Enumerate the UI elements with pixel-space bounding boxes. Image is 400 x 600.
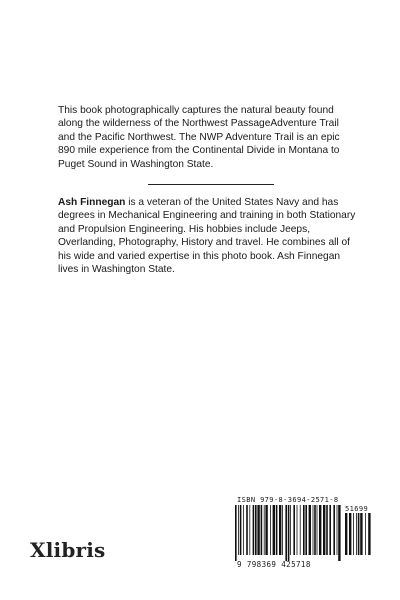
barcode-bar <box>253 505 255 555</box>
barcode-bar <box>319 505 321 555</box>
barcode-bar <box>238 505 239 555</box>
barcode-bar <box>309 505 311 555</box>
divider-line <box>148 184 274 185</box>
isbn-barcode-block <box>233 496 373 574</box>
barcode-bar <box>358 513 360 555</box>
barcode-bar <box>333 505 335 555</box>
barcode-bar <box>360 513 362 555</box>
barcode-bar <box>293 505 295 555</box>
barcode-bar <box>317 505 318 555</box>
barcode-bar <box>353 513 354 555</box>
barcode-bar <box>365 513 366 555</box>
barcode-bar <box>288 505 290 561</box>
barcode-bar <box>338 505 340 561</box>
barcode-bar <box>300 505 301 555</box>
publisher-logo: Xlibris <box>30 538 106 562</box>
barcode-bar <box>257 505 259 555</box>
barcode-bar <box>368 513 370 555</box>
barcode-bar <box>235 505 237 561</box>
barcode-bar <box>323 505 325 555</box>
barcode-bar <box>290 505 291 555</box>
barcode-bar <box>326 505 328 555</box>
barcode-bar <box>356 513 357 555</box>
barcode-bar <box>255 505 257 555</box>
barcode-bar <box>264 505 265 555</box>
barcode-bar <box>314 505 316 555</box>
isbn-label: ISBN 979-8-3694-2571-8 <box>237 496 339 504</box>
price-code: 51699 <box>345 505 369 513</box>
barcode <box>233 505 341 561</box>
barcode-bar <box>243 505 244 555</box>
barcode-bar <box>282 505 283 555</box>
barcode-bar <box>279 505 281 555</box>
author-name: Ash Finnegan <box>58 197 126 208</box>
barcode-bar <box>297 505 298 555</box>
barcode-bar <box>270 505 271 555</box>
barcode-bar <box>313 505 314 555</box>
barcode-bar <box>265 505 267 555</box>
barcode-bar <box>273 505 275 555</box>
barcode-digits: 9 798369 425718 <box>237 560 311 569</box>
barcode-bar <box>285 505 287 561</box>
barcode-bar <box>261 505 263 555</box>
barcode-bar <box>345 513 347 555</box>
barcode-bar <box>240 505 242 555</box>
barcode-bar <box>303 505 305 555</box>
barcode-bar <box>276 505 278 555</box>
barcode-bar <box>329 505 331 555</box>
barcode-bar <box>249 505 250 555</box>
addon-barcode <box>343 513 373 563</box>
book-description: This book photographically captures the natural beauty found along the wilderness of the Northwest PassageAdventure Trail and the Pacific Northwest. The NWP Adventure Trail is an epic 890 mile experience from the Continental Divide in Montana to Puget Sound in Washington State. <box>58 105 340 170</box>
author-bio <box>58 196 358 276</box>
barcode-bar <box>337 505 338 555</box>
barcode-bar <box>305 505 307 555</box>
barcode-bar <box>246 505 248 555</box>
barcode-bar <box>349 513 351 555</box>
author-bio-text: is a veteran of the United States Navy and has degrees in Mechanical Engineering and training in both Stationary and Propulsion Engineering. His hobbies include Jeeps, Overlanding, Photography, History and travel. He combines all of his wide and varied expertise in this photo book. Ash Finnegan lives in Washington State. <box>58 197 356 276</box>
